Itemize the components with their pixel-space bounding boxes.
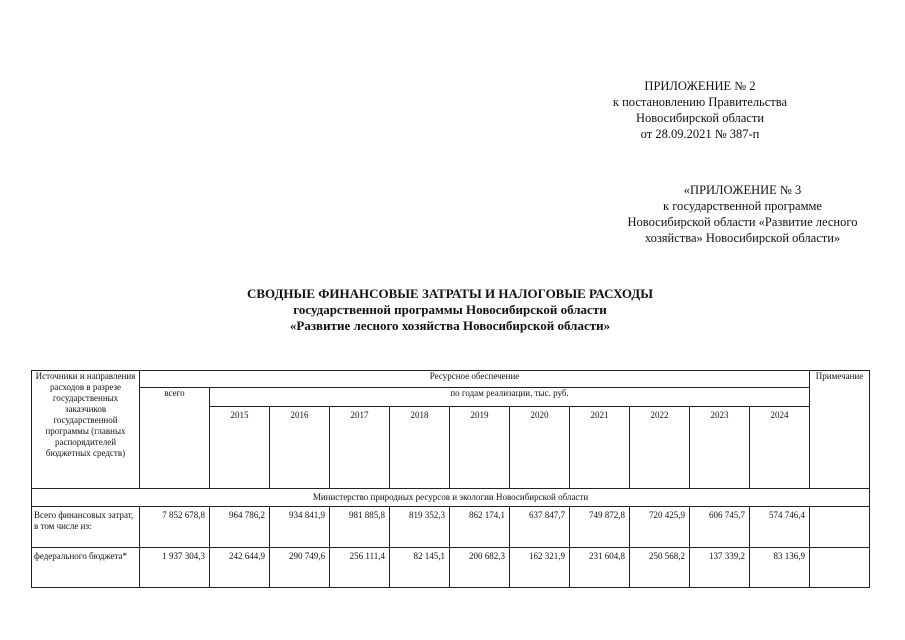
row-label: Всего финансовых затрат, в том числе из: [32,507,140,548]
year-header: 2021 [570,407,630,489]
year-header: 2016 [270,407,330,489]
value-cell: 720 425,9 [630,507,690,548]
value-cell: 819 352,3 [390,507,450,548]
sources-header: Источники и направления расходов в разрезе государственных заказчиков государственной программы (главных распорядителей бюджетных средств) [32,371,140,489]
title-line: СВОДНЫЕ ФИНАНСОВЫЕ ЗАТРАТЫ И НАЛОГОВЫЕ РАСХОДЫ [246,286,654,301]
document-title [140,286,760,334]
year-header: 2024 [750,407,810,489]
title-line: «Развитие лесного хозяйства Новосибирской области» [289,318,611,333]
value-cell: 934 841,9 [270,507,330,548]
appendix-3-title: «ПРИЛОЖЕНИЕ № 3 [683,183,802,197]
appendix-3-header [575,182,905,246]
table-row [32,548,870,588]
value-cell: 242 644,9 [210,548,270,588]
appendix-2-header [540,78,860,142]
ministry-name: Министерство природных ресурсов и экологии Новосибирской области [32,489,870,507]
ministry-row [32,489,870,507]
value-cell: 83 136,9 [750,548,810,588]
finance-table-wrapper [31,370,870,588]
value-cell: 964 786,2 [210,507,270,548]
value-cell: 231 604,8 [570,548,630,588]
value-cell: 250 568,2 [630,548,690,588]
value-cell: 256 111,4 [330,548,390,588]
value-cell: 82 145,1 [390,548,450,588]
value-cell: 637 847,7 [510,507,570,548]
title-line: государственной программы Новосибирской области [293,302,607,317]
header-row-resources [32,371,870,388]
appendix-3-line: хозяйства» Новосибирской области» [644,231,841,245]
value-cell: 290 749,6 [270,548,330,588]
year-header: 2023 [690,407,750,489]
total-cell: 7 852 678,8 [140,507,210,548]
appendix-3-line: к государственной программе [663,199,822,213]
resources-header: Ресурсное обеспечение [140,371,810,388]
total-cell: 1 937 304,3 [140,548,210,588]
value-cell: 574 746,4 [750,507,810,548]
value-cell: 162 321,9 [510,548,570,588]
year-header: 2017 [330,407,390,489]
note-cell [810,548,870,588]
value-cell: 862 174,1 [450,507,510,548]
total-header: всего [140,388,210,489]
value-cell: 137 339,2 [690,548,750,588]
year-header: 2015 [210,407,270,489]
value-cell: 749 872,8 [570,507,630,548]
appendix-2-line: к постановлению Правительства [612,95,788,109]
header-row-by-years [32,388,870,407]
note-cell [810,507,870,548]
by-years-header: по годам реализации, тыс. руб. [210,388,810,407]
finance-table [31,370,870,588]
year-header: 2019 [450,407,510,489]
table-row [32,507,870,548]
value-cell: 606 745,7 [690,507,750,548]
row-label: федерального бюджета* [32,548,140,588]
year-header: 2018 [390,407,450,489]
year-header: 2022 [630,407,690,489]
appendix-2-date: от 28.09.2021 № 387-п [640,127,760,141]
appendix-2-title: ПРИЛОЖЕНИЕ № 2 [644,79,756,93]
value-cell: 200 682,3 [450,548,510,588]
note-header: Примечание [810,371,870,489]
appendix-3-line: Новосибирской области «Развитие лесного [627,215,858,229]
appendix-2-line: Новосибирской области [635,111,765,125]
value-cell: 981 885,8 [330,507,390,548]
year-header: 2020 [510,407,570,489]
